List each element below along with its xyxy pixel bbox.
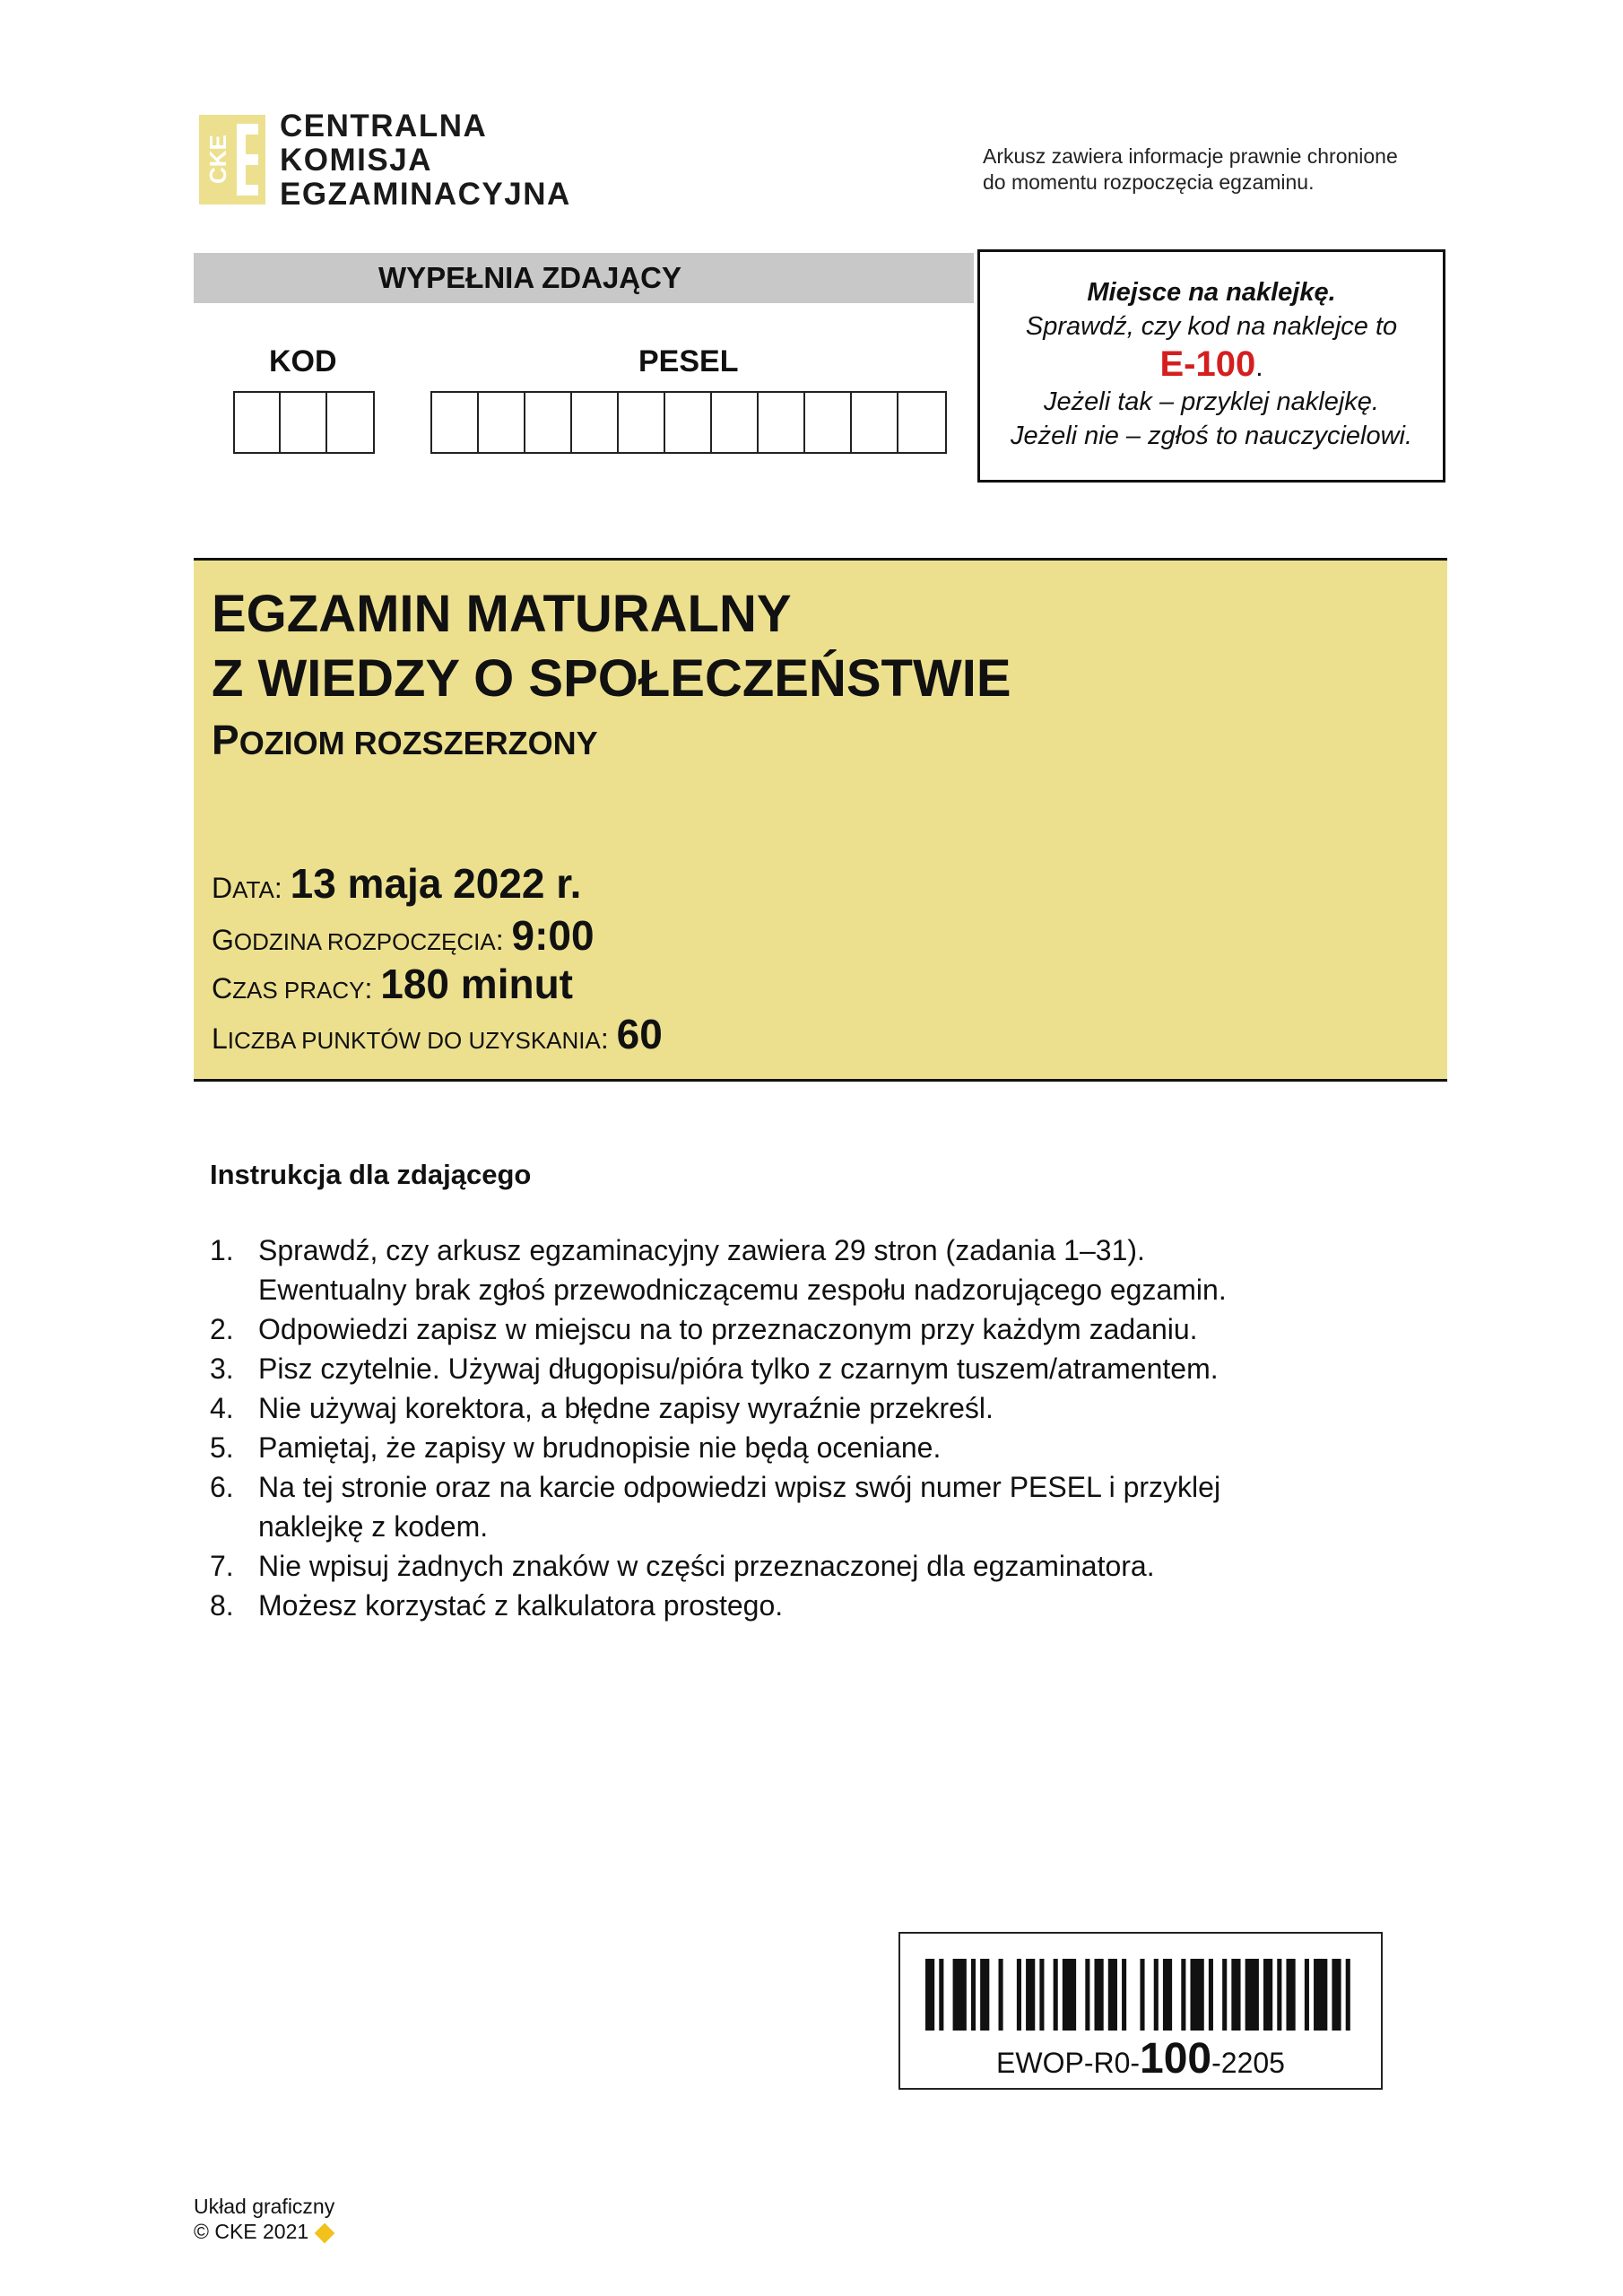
barcode-bar (1277, 1959, 1281, 2031)
pesel-input-boxes[interactable] (430, 391, 947, 454)
barcode-bar (1095, 1959, 1104, 2031)
barcode-bar (925, 1959, 934, 2031)
exam-date-sep: : (273, 872, 291, 904)
legal-notice-line-1: Arkusz zawiera informacje prawnie chronione (983, 144, 1398, 168)
pesel-label: PESEL (638, 344, 739, 378)
exam-duration-label-initial: C (212, 972, 233, 1004)
logo-line-3: EGZAMINACYJNA (280, 177, 571, 212)
pesel-digit-box[interactable] (759, 393, 805, 452)
barcode-bar (1181, 1959, 1185, 2031)
pesel-digit-box[interactable] (432, 393, 479, 452)
kod-input-boxes[interactable] (233, 391, 375, 454)
exam-start-time (212, 911, 595, 960)
logo-line-2: KOMISJA (280, 143, 432, 178)
candidate-section-title: WYPEŁNIA ZDAJĄCY (378, 261, 681, 294)
pesel-digit-box[interactable] (665, 393, 712, 452)
exam-title-line-1: EGZAMIN MATURALNY (212, 585, 792, 643)
pesel-digit-box[interactable] (805, 393, 852, 452)
exam-level (212, 718, 598, 766)
sticker-code: E-100 (1159, 344, 1256, 384)
exam-date-value: 13 maja 2022 r. (290, 860, 582, 907)
sticker-no-text: Jeżeli nie – zgłoś to nauczycielowi. (1010, 422, 1413, 450)
instruction-item: 3. Pisz czytelnie. Używaj długopisu/pióra tylko z czarnym tuszem/atramentem. (210, 1352, 1219, 1385)
exam-duration (212, 960, 573, 1008)
exam-duration-sep: : (364, 972, 381, 1004)
exam-date-label-initial: D (212, 872, 233, 904)
exam-points (212, 1010, 663, 1058)
barcode-bar (1346, 1959, 1350, 2031)
cke-logo-mark (199, 115, 265, 204)
exam-title-line-2: Z WIEDZY O SPOŁECZEŃSTWIE (212, 649, 1011, 708)
barcode-label (898, 1932, 1383, 2090)
kod-label: KOD (269, 344, 337, 378)
barcode-bar (939, 1959, 943, 2031)
legal-notice (983, 144, 1398, 196)
sticker-code-suffix: . (1255, 352, 1263, 382)
barcode-middle: 100 (1140, 2035, 1212, 2083)
instruction-item: 8. Możesz korzystać z kalkulatora prostego. (210, 1589, 784, 1622)
footer-line-2: © CKE 2021 (194, 2220, 309, 2243)
exam-points-value: 60 (616, 1011, 663, 1057)
barcode-bar (999, 1959, 1003, 2031)
candidate-section-header (194, 253, 974, 303)
exam-date (212, 859, 581, 908)
pesel-digit-box[interactable] (898, 393, 945, 452)
exam-points-sep: : (600, 1022, 617, 1055)
instruction-item: 4. Nie używaj korektora, a błędne zapisy wyraźnie przekreśl. (210, 1392, 994, 1424)
barcode-bar (1222, 1959, 1227, 2031)
pesel-digit-box[interactable] (525, 393, 572, 452)
pesel-digit-box[interactable] (712, 393, 759, 452)
barcode-prefix: EWOP-R0- (996, 2047, 1141, 2079)
sticker-check-text: Sprawdź, czy kod na naklejce to (1025, 312, 1398, 341)
legal-notice-line-2: do momentu rozpoczęcia egzaminu. (983, 170, 1315, 194)
pesel-digit-box[interactable] (619, 393, 665, 452)
pesel-digit-box[interactable] (572, 393, 619, 452)
exam-start-value: 9:00 (511, 912, 595, 959)
barcode-code (900, 2034, 1381, 2083)
instruction-item: 2. Odpowiedzi zapisz w miejscu na to przeznaczonym przy każdym zadaniu. (210, 1313, 1198, 1345)
barcode-bar (1163, 1959, 1172, 2031)
kod-digit-box[interactable] (281, 393, 326, 452)
exam-start-sep: : (495, 924, 512, 956)
exam-start-label-initial: G (212, 924, 234, 956)
pesel-digit-box[interactable] (852, 393, 898, 452)
barcode-bar (1108, 1959, 1117, 2031)
barcode-bar (1140, 1959, 1144, 2031)
barcode-suffix: -2205 (1211, 2047, 1285, 2079)
barcode-bar (1245, 1959, 1259, 2031)
barcode-bar (1263, 1959, 1272, 2031)
exam-date-label-rest: ATA (232, 876, 274, 903)
barcode-bar (1039, 1959, 1044, 2031)
barcode-bar (980, 1959, 989, 2031)
barcode-bar (1305, 1959, 1309, 2031)
barcode-bar (1286, 1959, 1295, 2031)
sticker-title: Miejsce na naklejkę. (1087, 278, 1336, 307)
barcode-bar (1017, 1959, 1021, 2031)
barcode-bar (971, 1959, 976, 2031)
exam-duration-label-rest: ZAS PRACY (232, 977, 365, 1004)
barcode-bar (1122, 1959, 1126, 2031)
barcode-bar (1231, 1959, 1240, 2031)
logo-mark-text: CKE (204, 135, 231, 185)
exam-points-label-rest: ICZBA PUNKTÓW DO UZYSKANIA (227, 1027, 601, 1054)
barcode-bar (1190, 1959, 1203, 2031)
barcode-bar (1314, 1959, 1327, 2031)
barcode-bar (1154, 1959, 1159, 2031)
exam-duration-value: 180 minut (380, 961, 573, 1007)
barcode-bar (1054, 1959, 1058, 2031)
instructions-list (210, 1231, 1376, 1625)
exam-points-label-initial: L (212, 1022, 228, 1055)
instruction-item: 7. Nie wpisuj żadnych znaków w części przeznaczonej dla egzaminatora. (210, 1550, 1155, 1582)
instruction-item: 5. Pamiętaj, że zapisy w brudnopisie nie będą oceniane. (210, 1431, 942, 1464)
footer (194, 2194, 334, 2244)
barcode-bar (1085, 1959, 1089, 2031)
sticker-placeholder[interactable] (977, 249, 1445, 483)
logo-wordmark (280, 109, 571, 212)
barcode-bar (1026, 1959, 1035, 2031)
exam-level-rest: OZIOM ROZSZERZONY (239, 725, 598, 761)
pesel-digit-box[interactable] (479, 393, 525, 452)
sticker-yes-text: Jeżeli tak – przyklej naklejkę. (1044, 387, 1379, 416)
exam-level-initial: P (212, 717, 239, 763)
barcode-graphic (925, 1959, 1359, 2031)
barcode-bar (1209, 1959, 1213, 2031)
logo-line-1: CENTRALNA (280, 109, 488, 144)
barcode-bar (953, 1959, 967, 2031)
diamond-icon (315, 2223, 335, 2244)
barcode-bar (1063, 1959, 1076, 2031)
instruction-item: 1. Sprawdź, czy arkusz egzaminacyjny zawiera 29 stron (zadania 1–31). Ewentualny brak zgłoś przewodniczącemu zespołu nadzorującego egzamin. (210, 1234, 1227, 1306)
kod-digit-box[interactable] (235, 393, 281, 452)
footer-line-1: Układ graficzny (194, 2195, 335, 2218)
instructions-heading: Instrukcja dla zdającego (210, 1159, 532, 1190)
barcode-bar (1332, 1959, 1341, 2031)
instruction-item: 6. Na tej stronie oraz na karcie odpowiedzi wpisz swój numer PESEL i przyklej naklejkę z kodem. (210, 1471, 1221, 1543)
kod-digit-box[interactable] (327, 393, 373, 452)
exam-start-label-rest: ODZINA ROZPOCZĘCIA (233, 928, 496, 955)
